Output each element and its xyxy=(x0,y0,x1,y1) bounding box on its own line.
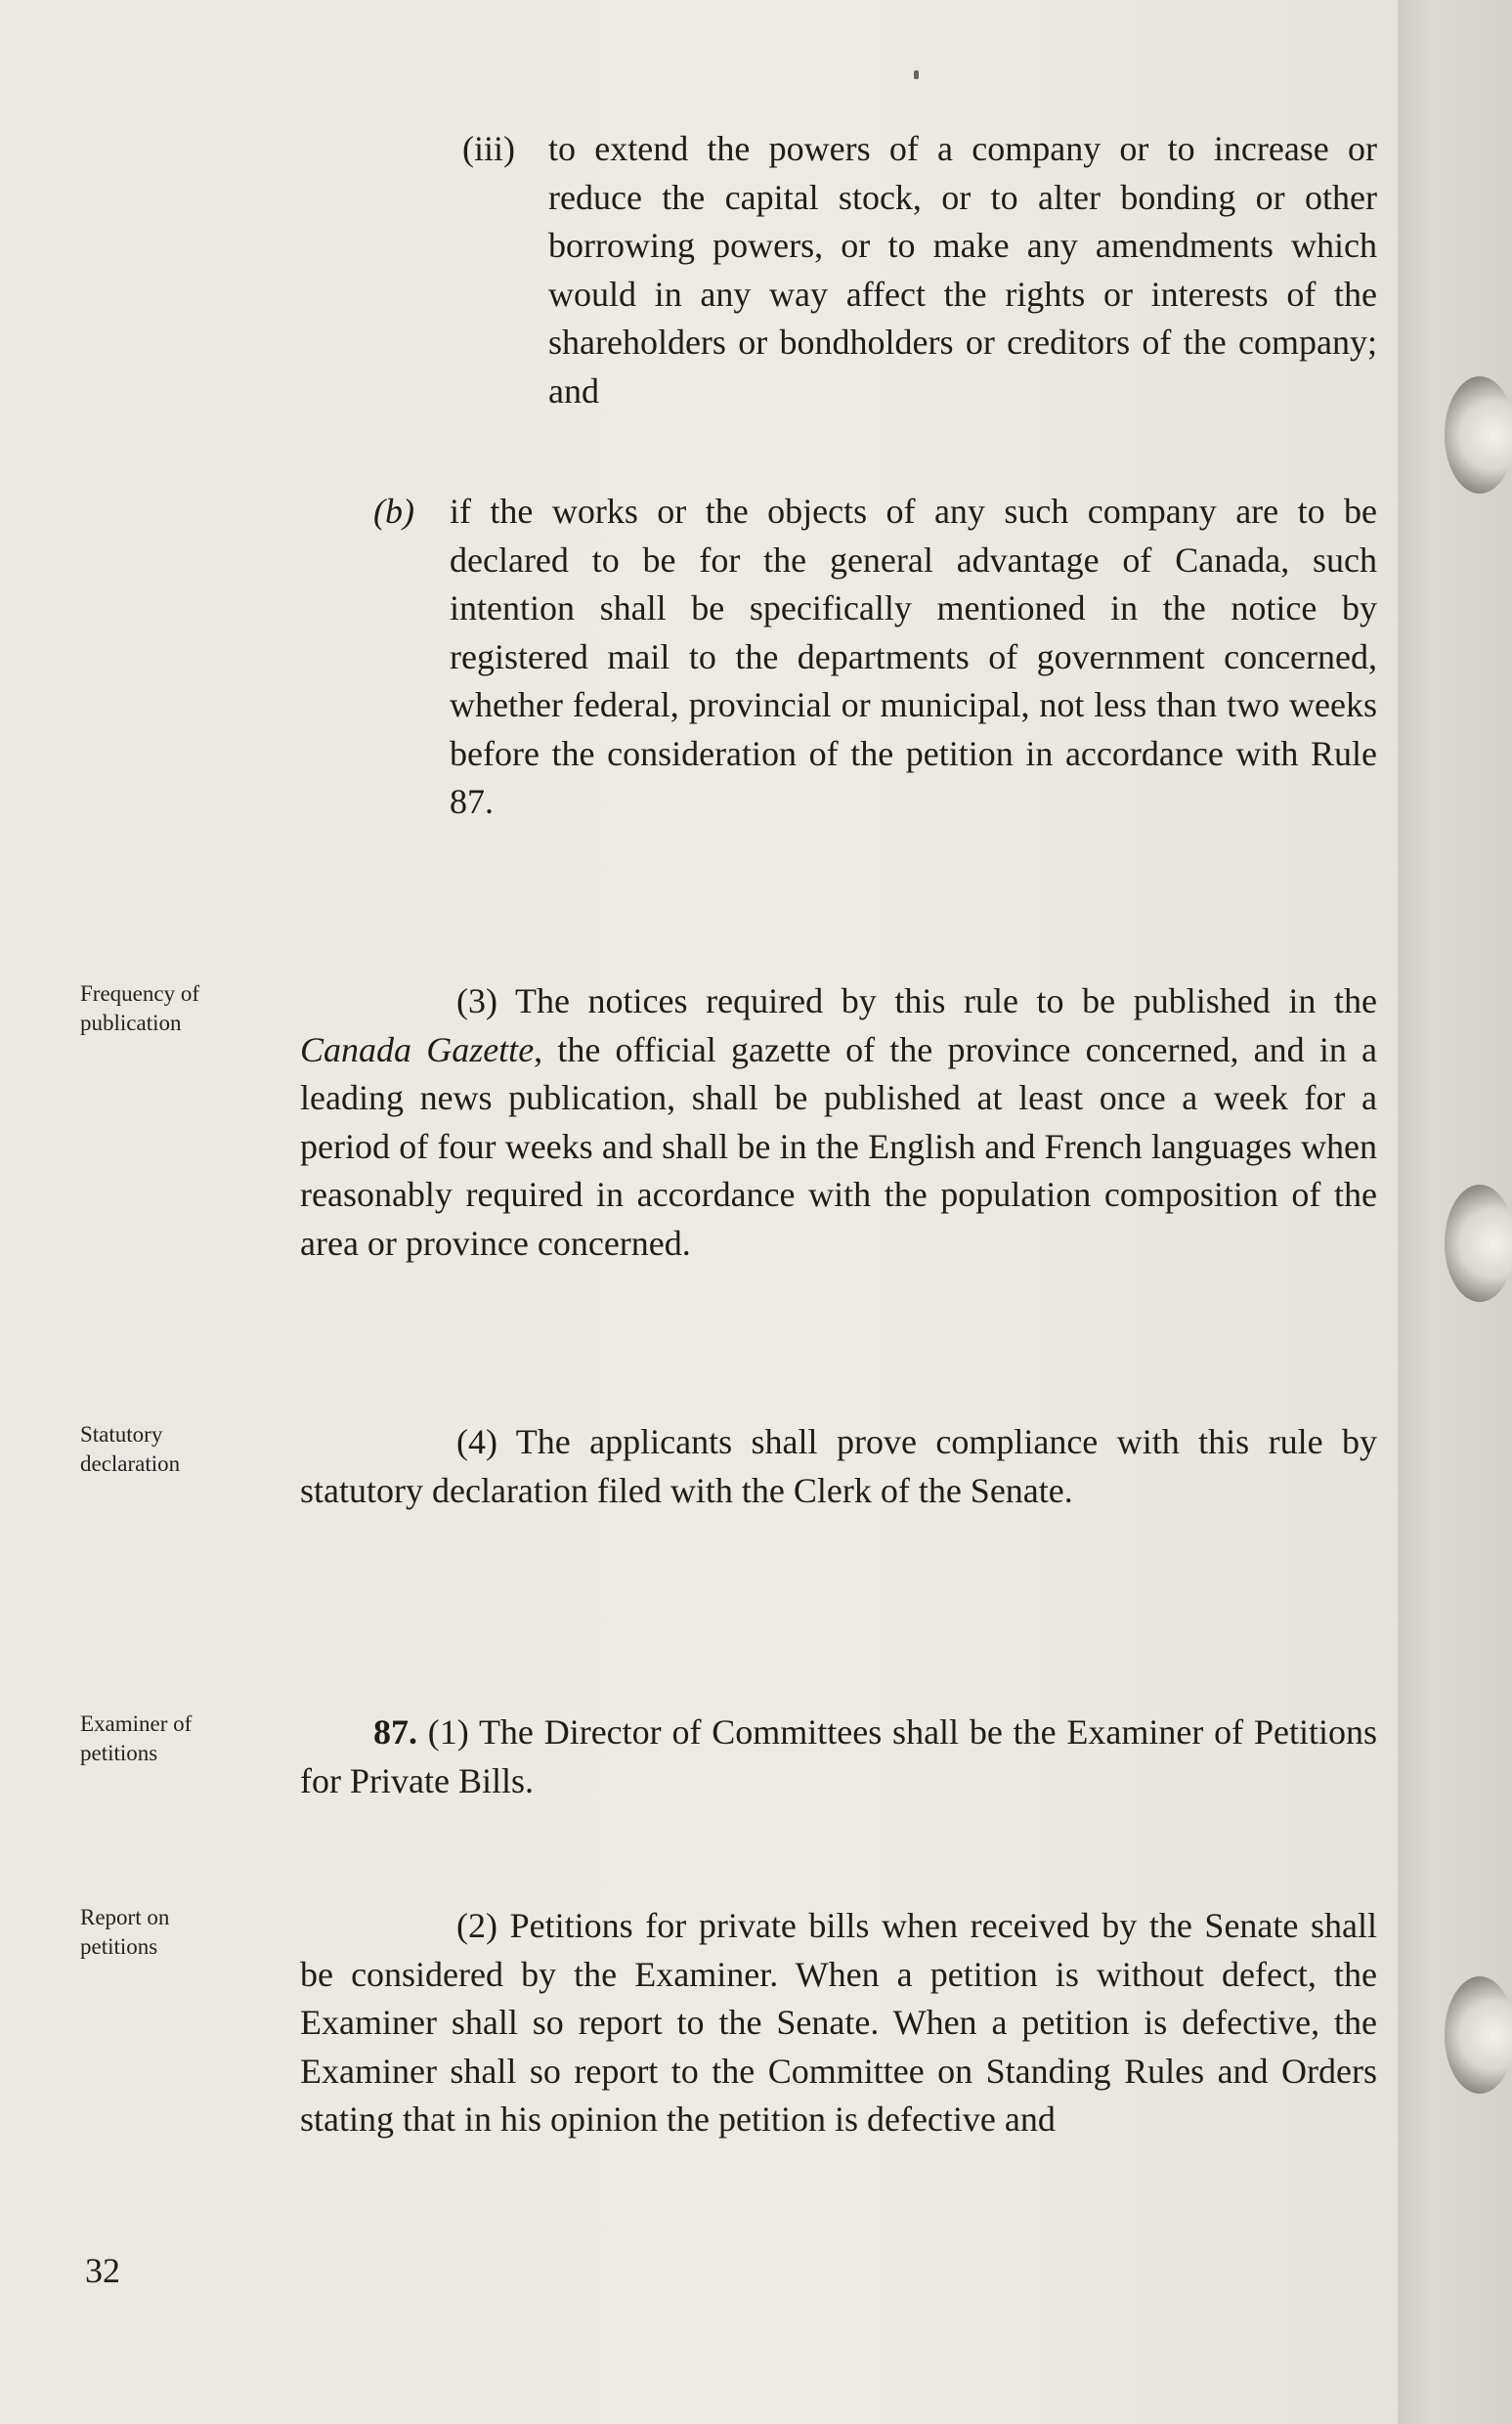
paragraph-text-end: , the official gazette of the province concerned, and in a leading news publication, shall be published at least once a week for a period of four weeks and shall be in the English and French languages when reasonably required in accordance with the population composition of the area or province concerned. xyxy=(300,1029,1377,1263)
paragraph-examiner-of-petitions xyxy=(300,1709,1377,1805)
margin-note-frequency-of-publication: Frequency of publication xyxy=(80,981,199,1035)
ink-speck xyxy=(914,70,919,79)
canada-gazette-title: Canada Gazette xyxy=(300,1029,535,1069)
rule-number: 87. xyxy=(373,1712,417,1752)
binder-hole-bottom xyxy=(1445,1976,1512,2094)
margin-note-statutory-declaration: Statutory declaration xyxy=(80,1422,181,1476)
binder-hole-middle xyxy=(1445,1185,1512,1302)
item-b-label: (b) xyxy=(373,492,414,531)
paragraph-frequency-of-publication xyxy=(300,977,1377,1268)
item-b-text: if the works or the objects of any such company are to be declared to be for the general advantage of Canada, such intention shall be specifically mentioned in the notice by registered mail to the departments of government concerned, whether federal, provincial or municipal, not less than two weeks before the consideration of the petition in accordance with Rule 87. xyxy=(450,492,1377,821)
item-iii-label: (iii) xyxy=(462,129,515,168)
margin-note-examiner-of-petitions: Examiner of petitions xyxy=(80,1711,193,1765)
page-number: 32 xyxy=(85,2251,120,2290)
item-iii-text: to extend the powers of a company or to increase or reduce the capital stock, or to alter bonding or other borrowing powers, or to make any amendments which would in any way affect the rights or interests of the shareholders or bondholders or creditors of the company; and xyxy=(548,129,1377,411)
paragraph-report-on-petitions: (2) Petitions for private bills when received by the Senate shall be considered by the Examiner. When a petition is without defect, the Examiner shall so report to the Senate. When a petition is defective, the Examiner shall so report to the Committee on Standing Rules and Orders stating that in his opinion the petition is defective and xyxy=(300,1906,1377,2139)
paragraph-statutory-declaration: (4) The applicants shall prove compliance with this rule by statutory declaration filed with the Clerk of the Senate. xyxy=(300,1422,1377,1510)
binder-hole-top xyxy=(1445,376,1512,494)
margin-note-report-on-petitions: Report on petitions xyxy=(80,1905,170,1959)
paragraph-text: (1) The Director of Committees shall be the Examiner of Petitions for Private Bills. xyxy=(300,1712,1377,1800)
paragraph-text-start: (3) The notices required by this rule to be published in the xyxy=(456,981,1377,1020)
